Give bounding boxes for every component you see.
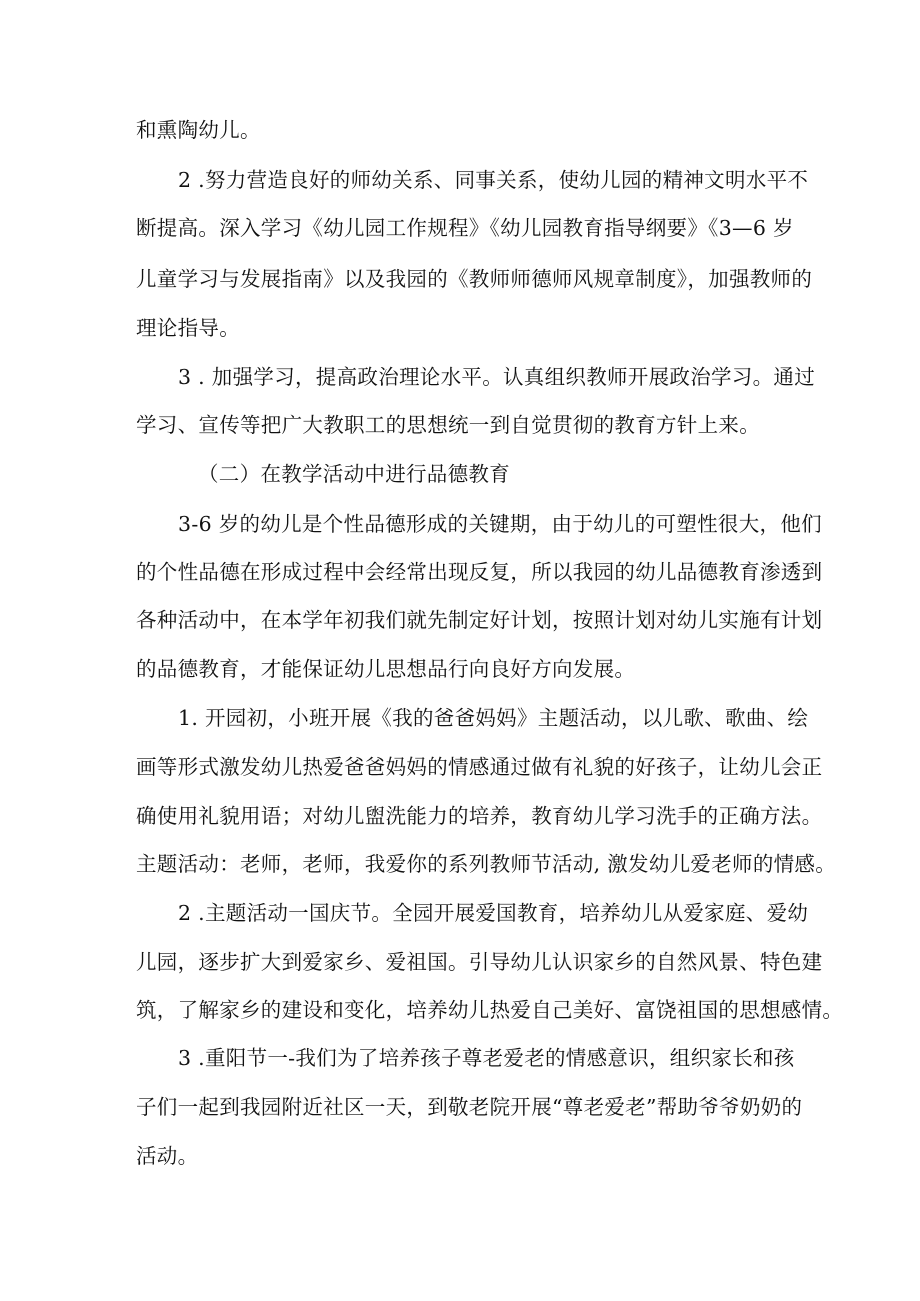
paragraph-line: 1. 开园初，小班开展《我的爸爸妈妈》主题活动，以儿歌、歌曲、绘 (178, 706, 809, 730)
paragraph-line: 和熏陶幼儿。 (136, 118, 261, 142)
paragraph-line: 儿园，逐步扩大到爱家乡、爱祖国。引导幼儿认识家乡的自然风景、特色建 (136, 950, 823, 974)
section-heading: （二）在教学活动中进行品德教育 (198, 462, 510, 486)
paragraph-line: 儿童学习与发展指南》以及我园的《教师师德师风规章制度》，加强教师的 (136, 267, 813, 291)
paragraph-line: 断提高。深入学习《幼儿园工作规程》《幼儿园教育指导纲要》《3—6 岁 (136, 216, 794, 240)
paragraph-line: 的品德教育，才能保证幼儿思想品行向良好方向发展。 (136, 657, 636, 681)
paragraph-line: 确使用礼貌用语；对幼儿盥洗能力的培养，教育幼儿学习洗手的正确方法。 (136, 804, 823, 828)
paragraph-line: 子们一起到我园附近社区一天，到敬老院开展“尊老爱老”帮助爷爷奶奶的 (136, 1095, 803, 1119)
paragraph-line: 主题活动：老师，老师，我爱你的系列教师节活动, 激发幼儿爱老师的情感。 (136, 852, 837, 876)
paragraph-line: 3 .重阳节一-我们为了培养孩子尊老爱老的情感意识，组织家长和孩 (178, 1046, 795, 1070)
paragraph-line: 各种活动中，在本学年初我们就先制定好计划，按照计划对幼儿实施有计划 (136, 608, 823, 632)
paragraph-line: 画等形式激发幼儿热爱爸爸妈妈的情感通过做有礼貌的好孩子，让幼儿会正 (136, 755, 823, 779)
paragraph-line: 2 .主题活动一国庆节。全园开展爱国教育，培养幼儿从爱家庭、爱幼 (178, 901, 809, 925)
paragraph-line: 活动。 (136, 1144, 199, 1168)
paragraph-line: 3 . 加强学习，提高政治理论水平。认真组织教师开展政治学习。通过 (178, 365, 815, 389)
paragraph-line: 的个性品德在形成过程中会经常出现反复，所以我园的幼儿品德教育渗透到 (136, 560, 823, 584)
paragraph-line: 筑，了解家乡的建设和变化，培养幼儿热爱自己美好、富饶祖国的思想感情。 (136, 998, 844, 1022)
paragraph-line: 3-6 岁的幼儿是个性品德形成的关键期，由于幼儿的可塑性很大，他们 (178, 512, 822, 536)
paragraph-line: 理论指导。 (136, 316, 240, 340)
paragraph-line: 2 .努力营造良好的师幼关系、同事关系，使幼儿园的精神文明水平不 (178, 168, 809, 192)
paragraph-line: 学习、宣传等把广大教职工的思想统一到自觉贯彻的教育方针上来。 (136, 413, 760, 437)
